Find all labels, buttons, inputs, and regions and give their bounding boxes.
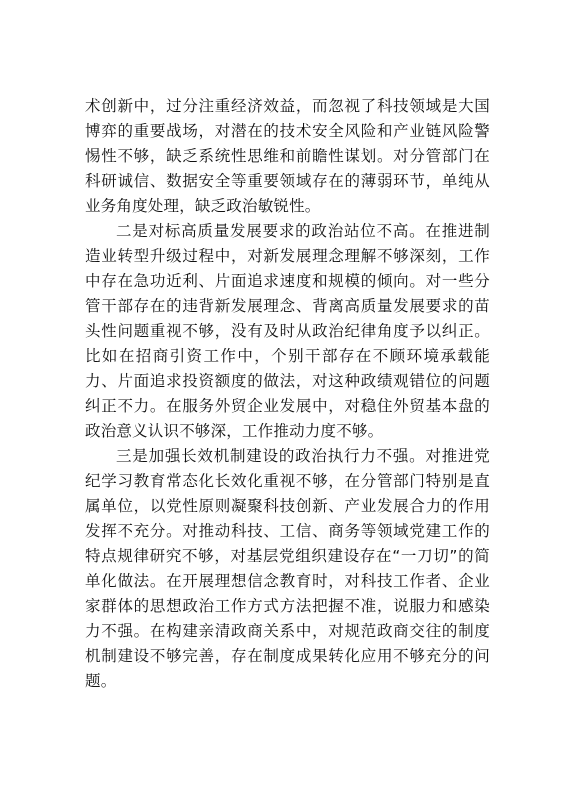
paragraph-point-three: 三是加强长效机制建设的政治执行力不强。对推进党纪学习教育常态化长效化重视不够，在分管部门特别是直属单位，以党性原则凝聚科技创新、产业发展合力的作用发挥不充分。对推动科技、工信、商务等领域党建工作的特点规律研究不够，对基层党组织建设存在“一刀切”的简单化做法。在开展理想信念教育时，对科技工作者、企业家群体的思想政治工作方式方法把握不准，说服力和感染力不强。在构建亲清政商关系中，对规范政商交往的制度机制建设不够完善，存在制度成果转化应用不够充分的问题。: [85, 447, 490, 690]
paragraph-continuation: 术创新中，过分注重经济效益，而忽视了科技领域是大国博弈的重要战场，对潜在的技术安全风险和产业链风险警惕性不够，缺乏系统性思维和前瞻性谋划。对分管部门在科研诚信、数据安全等重要领域存在的薄弱环节，单纯从业务角度处理，缺乏政治敏锐性。: [85, 97, 490, 215]
paragraph-point-two: 二是对标高质量发展要求的政治站位不高。在推进制造业转型升级过程中，对新发展理念理解不够深刻，工作中存在急功近利、片面追求速度和规模的倾向。对一些分管干部存在的违背新发展理念、背离高质量发展要求的苗头性问题重视不够，没有及时从政治纪律角度予以纠正。比如在招商引资工作中，个别干部存在不顾环境承载能力、片面追求投资额度的做法，对这种政绩观错位的问题纠正不力。在服务外贸企业发展中，对稳住外贸基本盘的政治意义认识不够深，工作推动力度不够。: [85, 222, 490, 440]
document-body: [85, 94, 490, 694]
